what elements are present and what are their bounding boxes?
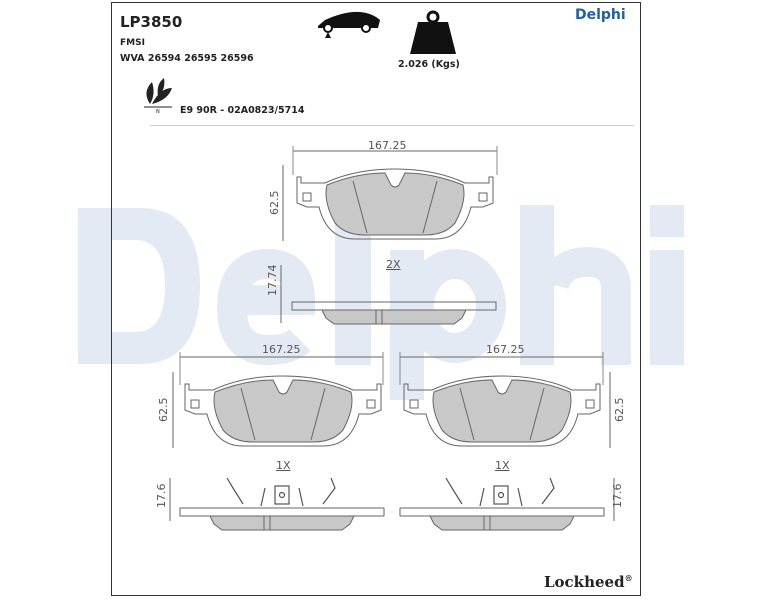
qty-top: 2X <box>386 258 401 271</box>
brake-pad-right-face <box>400 352 610 448</box>
dim-left-height: 62.5 <box>157 397 170 422</box>
brake-pad-left-face <box>173 352 383 448</box>
weight-value: 2.026 (Kgs) <box>398 59 460 70</box>
dim-right-width: 167.25 <box>486 343 525 356</box>
approval-number: E9 90R - 02A0823/5714 <box>180 105 305 116</box>
brake-pad-top-face <box>283 146 497 241</box>
part-number: LP3850 <box>120 13 183 31</box>
registered-mark: ® <box>624 573 633 583</box>
dim-top-thickness: 17.74 <box>266 264 279 296</box>
dim-left-thickness: 17.6 <box>155 483 168 508</box>
dim-top-width: 167.25 <box>368 139 407 152</box>
wva-numbers: WVA 26594 26595 26596 <box>120 53 254 64</box>
dim-left-width: 167.25 <box>262 343 301 356</box>
dim-right-height: 62.5 <box>613 397 626 422</box>
qty-left: 1X <box>276 459 291 472</box>
eco-leaf-icon <box>144 78 172 107</box>
dim-top-height: 62.5 <box>268 190 281 215</box>
lockheed-logo <box>544 573 633 591</box>
dim-right-thickness: 17.6 <box>611 483 624 508</box>
lockheed-text: Lockheed <box>544 573 625 591</box>
vehicle-axle-icon <box>318 12 380 38</box>
delphi-logo: Delphi <box>575 7 626 23</box>
brake-pad-right-side <box>400 478 614 530</box>
brake-pad-top-side <box>281 265 496 324</box>
weight-icon <box>410 12 456 54</box>
qty-right: 1X <box>495 459 510 472</box>
brake-pad-left-side <box>170 478 384 530</box>
fmsi-label: FMSI <box>120 38 145 48</box>
eco-mark-label: N <box>156 109 160 115</box>
